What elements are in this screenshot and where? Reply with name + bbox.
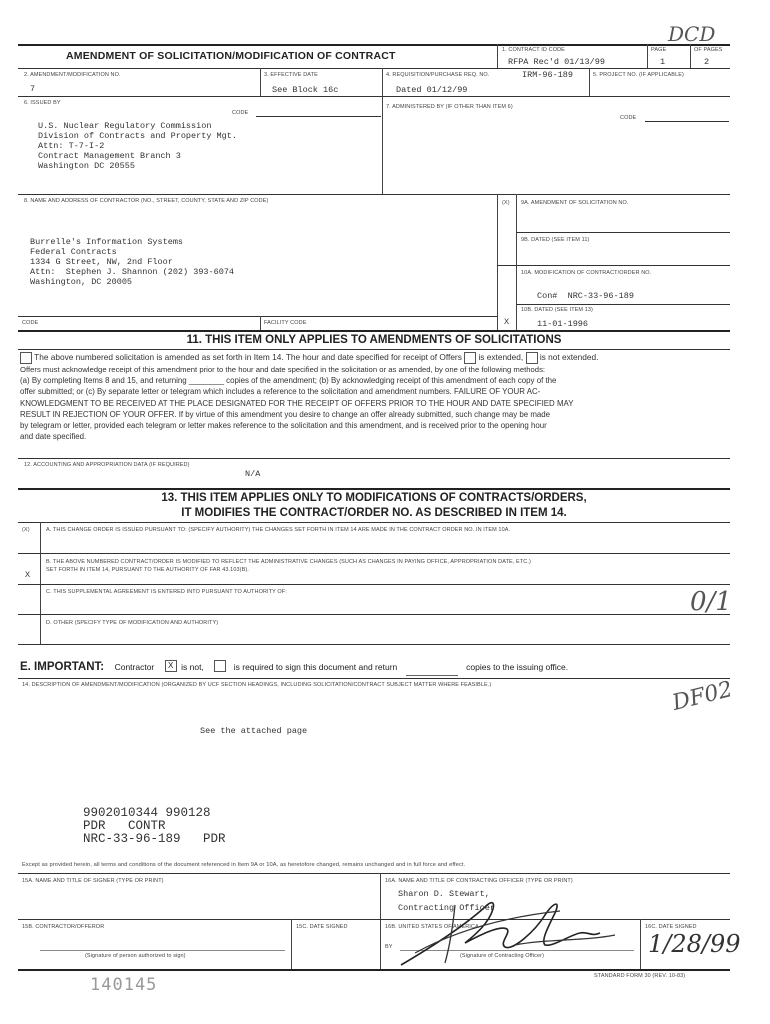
stamp-line: PDR CONTR	[83, 819, 166, 833]
item-13c: C. THIS SUPPLEMENTAL AGREEMENT IS ENTERED INTO PURSUANT TO AUTHORITY OF:	[46, 589, 287, 595]
contract-id-label: 1. CONTRACT ID CODE	[502, 47, 565, 53]
item-10a-value: Con# NRC-33-96-189	[537, 291, 634, 301]
item-15b-label: 15B. CONTRACTOR/OFFEROR	[22, 924, 105, 930]
x-column-label: (X)	[502, 200, 510, 206]
is-not-label: is not,	[181, 662, 204, 672]
section-11-line: Offers must acknowledge receipt of this amendment prior to the hour and date specified in the solicitation or as amended, by one of the following methods:	[20, 365, 546, 374]
item-10b-value: 11-01-1996	[537, 319, 589, 329]
item-13b-mark: X	[25, 570, 31, 580]
contractor-address-line: 1334 G Street, NW, 2nd Floor	[30, 257, 173, 267]
not-extended-checkbox[interactable]	[526, 352, 538, 364]
item-9a-label: 9A. AMENDMENT OF SOLICITATION NO.	[521, 200, 629, 206]
corner-handwriting: DCD	[668, 22, 716, 46]
facility-code-label: FACILITY CODE	[264, 320, 307, 326]
administered-code-label: CODE	[620, 115, 637, 121]
administered-by-label: 7. ADMINISTERED BY (IF OTHER THAN ITEM 6)	[386, 104, 513, 110]
margin-handwriting: 0/1	[690, 587, 732, 617]
page-label: PAGE	[651, 47, 667, 53]
section-13-heading-1: 13. THIS ITEM APPLIES ONLY TO MODIFICATIONS OF CONTRACTS/ORDERS,	[161, 492, 587, 504]
item-16c-label: 16C. DATE SIGNED	[645, 924, 697, 930]
requisition-dated: Dated 01/12/99	[396, 85, 468, 95]
item-16b-sub: (Signature of Contracting Officer)	[460, 953, 545, 959]
project-label: 5. PROJECT NO. (IF APPLICABLE)	[593, 72, 684, 78]
accession-stamp	[83, 807, 226, 846]
section-11-line: The above numbered solicitation is amended as set forth in Item 14. The hour and date specified for receipt of Offers	[34, 352, 462, 363]
contractor-address-line: Federal Contracts	[30, 247, 117, 257]
item-16b-by: BY	[385, 944, 393, 950]
contractor-code-label: CODE	[22, 320, 39, 326]
section-13-heading-2: IT MODIFIES THE CONTRACT/ORDER NO. AS DESCRIBED IN ITEM 14.	[181, 507, 567, 519]
issued-by-label: 6. ISSUED BY	[24, 100, 61, 106]
issuer-address-line: Division of Contracts and Property Mgt.	[38, 131, 237, 141]
except-statement: Except as provided herein, all terms and conditions of the document referenced in Item 9A or 10A, as heretofore changed, remains unchanged and in full force and effect.	[22, 862, 466, 868]
section-11-body	[20, 352, 732, 442]
item-14-label: 14. DESCRIPTION OF AMENDMENT/MODIFICATION (ORGANIZED BY UCF SECTION HEADINGS, INCLUDING SOLICITATION/CONTRACT SUBJECT MATTER WHERE FEASIBLE.)	[22, 682, 492, 688]
date-signed-value: 1/28/99	[648, 930, 741, 958]
item-10-mark: X	[504, 317, 510, 327]
form-title: AMENDMENT OF SOLICITATION/MODIFICATION OF CONTRACT	[66, 50, 396, 62]
issuer-address-line: Contract Management Branch 3	[38, 151, 181, 161]
of-pages-label: OF PAGES	[694, 47, 723, 53]
section-11-line: offer submitted; or (c) By separate letter or telegram which includes a reference to the solicitation and amendment numbers. FAILURE OF YOUR AC-	[20, 387, 541, 397]
section-11-line: by telegram or letter, provided each telegram or letter makes reference to the solicitation and this amendment, and is received prior to the opening hour	[20, 421, 547, 431]
item-13d: D. OTHER (SPECIFY TYPE OF MODIFICATION AND AUTHORITY)	[46, 620, 219, 626]
contracting-officer-name: Sharon D. Stewart,	[398, 889, 490, 899]
contracting-officer-signature	[395, 895, 620, 970]
of-pages-value: 2	[704, 57, 710, 67]
issuer-address-line: Washington DC 20555	[38, 161, 135, 171]
item-16b-label: 16B. UNITED STATES OF AMERICA	[385, 924, 479, 930]
extended-checkbox[interactable]	[464, 352, 476, 364]
section-11-line: KNOWLEDGMENT TO BE RECEIVED AT THE PLACE DESIGNATED FOR THE RECEIPT OF OFFERS PRIOR TO THE HOUR AND DATE SPECIFIED MAY	[20, 398, 574, 408]
contractor-label: 8. NAME AND ADDRESS OF CONTRACTOR (NO., STREET, COUNTY, STATE AND ZIP CODE)	[24, 198, 269, 204]
is-required-label: is required to sign this document and return	[233, 662, 398, 672]
not-extended-label: is not extended.	[539, 352, 599, 363]
item-13b-line-2: SET FORTH IN ITEM 14, PURSUANT TO THE AUTHORITY OF FAR 43.103(B).	[46, 567, 249, 573]
item-9b-label: 9B. DATED (SEE ITEM 11)	[521, 237, 590, 243]
item-10a-label: 10A. MODIFICATION OF CONTRACT/ORDER NO.	[521, 270, 652, 276]
page-stamp: 140145	[90, 975, 158, 995]
issued-by-code-label: CODE	[232, 110, 249, 116]
contractor-address	[30, 237, 234, 287]
item-14-handwriting: DF02	[669, 677, 736, 716]
extended-label: is extended,	[478, 352, 524, 363]
requisition-label: 4. REQUISITION/PURCHASE REQ. NO.	[386, 72, 490, 78]
page-value: 1	[660, 57, 666, 67]
item-15c-label: 15C. DATE SIGNED	[296, 924, 348, 930]
effective-date-label: 3. EFFECTIVE DATE	[264, 72, 318, 78]
is-required-checkbox[interactable]	[214, 660, 226, 672]
stamp-line: NRC-33-96-189 PDR	[83, 832, 226, 846]
contractor-address-line: Burrelle's Information Systems	[30, 237, 184, 247]
is-not-checkbox[interactable]: X	[165, 660, 177, 672]
copies-blank[interactable]	[406, 657, 458, 676]
stamp-line: 9902010344 990128	[83, 806, 211, 820]
item-15b-sub: (Signature of person authorized to sign)	[85, 953, 186, 959]
contract-id-value: RFPA Rec'd 01/13/99	[508, 57, 605, 67]
contracting-officer-title: Contracting Officer	[398, 903, 495, 913]
important-contractor: Contractor	[114, 662, 155, 672]
item-14-text: See the attached page	[200, 726, 308, 736]
solicitation-amended-checkbox[interactable]	[20, 352, 32, 364]
contractor-address-line: Washington, DC 20005	[30, 277, 133, 287]
issuer-address	[38, 121, 237, 171]
section-11-line: (a) By completing Items 8 and 15, and returning ________ copies of the amendment; (b) By acknowledging receipt of this amendment of each copy of the	[20, 376, 557, 386]
contractor-address-line: Attn: Stephen J. Shannon (202) 393-6074	[30, 267, 235, 277]
important-label: E. IMPORTANT:	[20, 661, 105, 673]
requisition-value: IRM-96-189	[522, 70, 574, 80]
section-13-x-label: (X)	[22, 527, 30, 533]
accounting-value: N/A	[245, 469, 261, 479]
item-10b-label: 10B. DATED (SEE ITEM 13)	[521, 307, 593, 313]
accounting-label: 12. ACCOUNTING AND APPROPRIATION DATA (IF REQUIRED)	[24, 462, 190, 468]
item-15a-label: 15A. NAME AND TITLE OF SIGNER (TYPE OR PRINT)	[22, 878, 164, 884]
issuer-address-line: U.S. Nuclear Regulatory Commission	[38, 121, 212, 131]
effective-date-value: See Block 16c	[272, 85, 339, 95]
section-11-heading: 11. THIS ITEM ONLY APPLIES TO AMENDMENTS OF SOLICITATIONS	[186, 334, 562, 346]
item-13b-line-1: B. THE ABOVE NUMBERED CONTRACT/ORDER IS MODIFIED TO REFLECT THE ADMINISTRATIVE CHANGES (SUCH AS CHANGES IN PAYING OFFICE, APPROPRIATION DATE, ETC.)	[46, 559, 531, 565]
amendment-no-value: 7	[30, 84, 36, 94]
issuer-address-line: Attn: T-7-I-2	[38, 141, 105, 151]
item-16a-label: 16A. NAME AND TITLE OF CONTRACTING OFFICER (TYPE OR PRINT)	[385, 878, 573, 884]
important-row	[20, 657, 568, 676]
section-11-line: RESULT IN REJECTION OF YOUR OFFER. If by virtue of this amendment you desire to change an offer already submitted, such change may be made	[20, 409, 551, 419]
copies-label: copies to the issuing office.	[466, 662, 569, 672]
amendment-no-label: 2. AMENDMENT/MODIFICATION NO.	[24, 72, 121, 78]
form-number: STANDARD FORM 30 (REV. 10-83)	[594, 973, 686, 979]
item-13a: A. THIS CHANGE ORDER IS ISSUED PURSUANT TO: (SPECIFY AUTHORITY) THE CHANGES SET FORTH IN ITEM 14 ARE MADE IN THE CONTRACT ORDER NO. IN ITEM 10A.	[46, 527, 511, 533]
section-11-line: and date specified.	[20, 432, 87, 442]
